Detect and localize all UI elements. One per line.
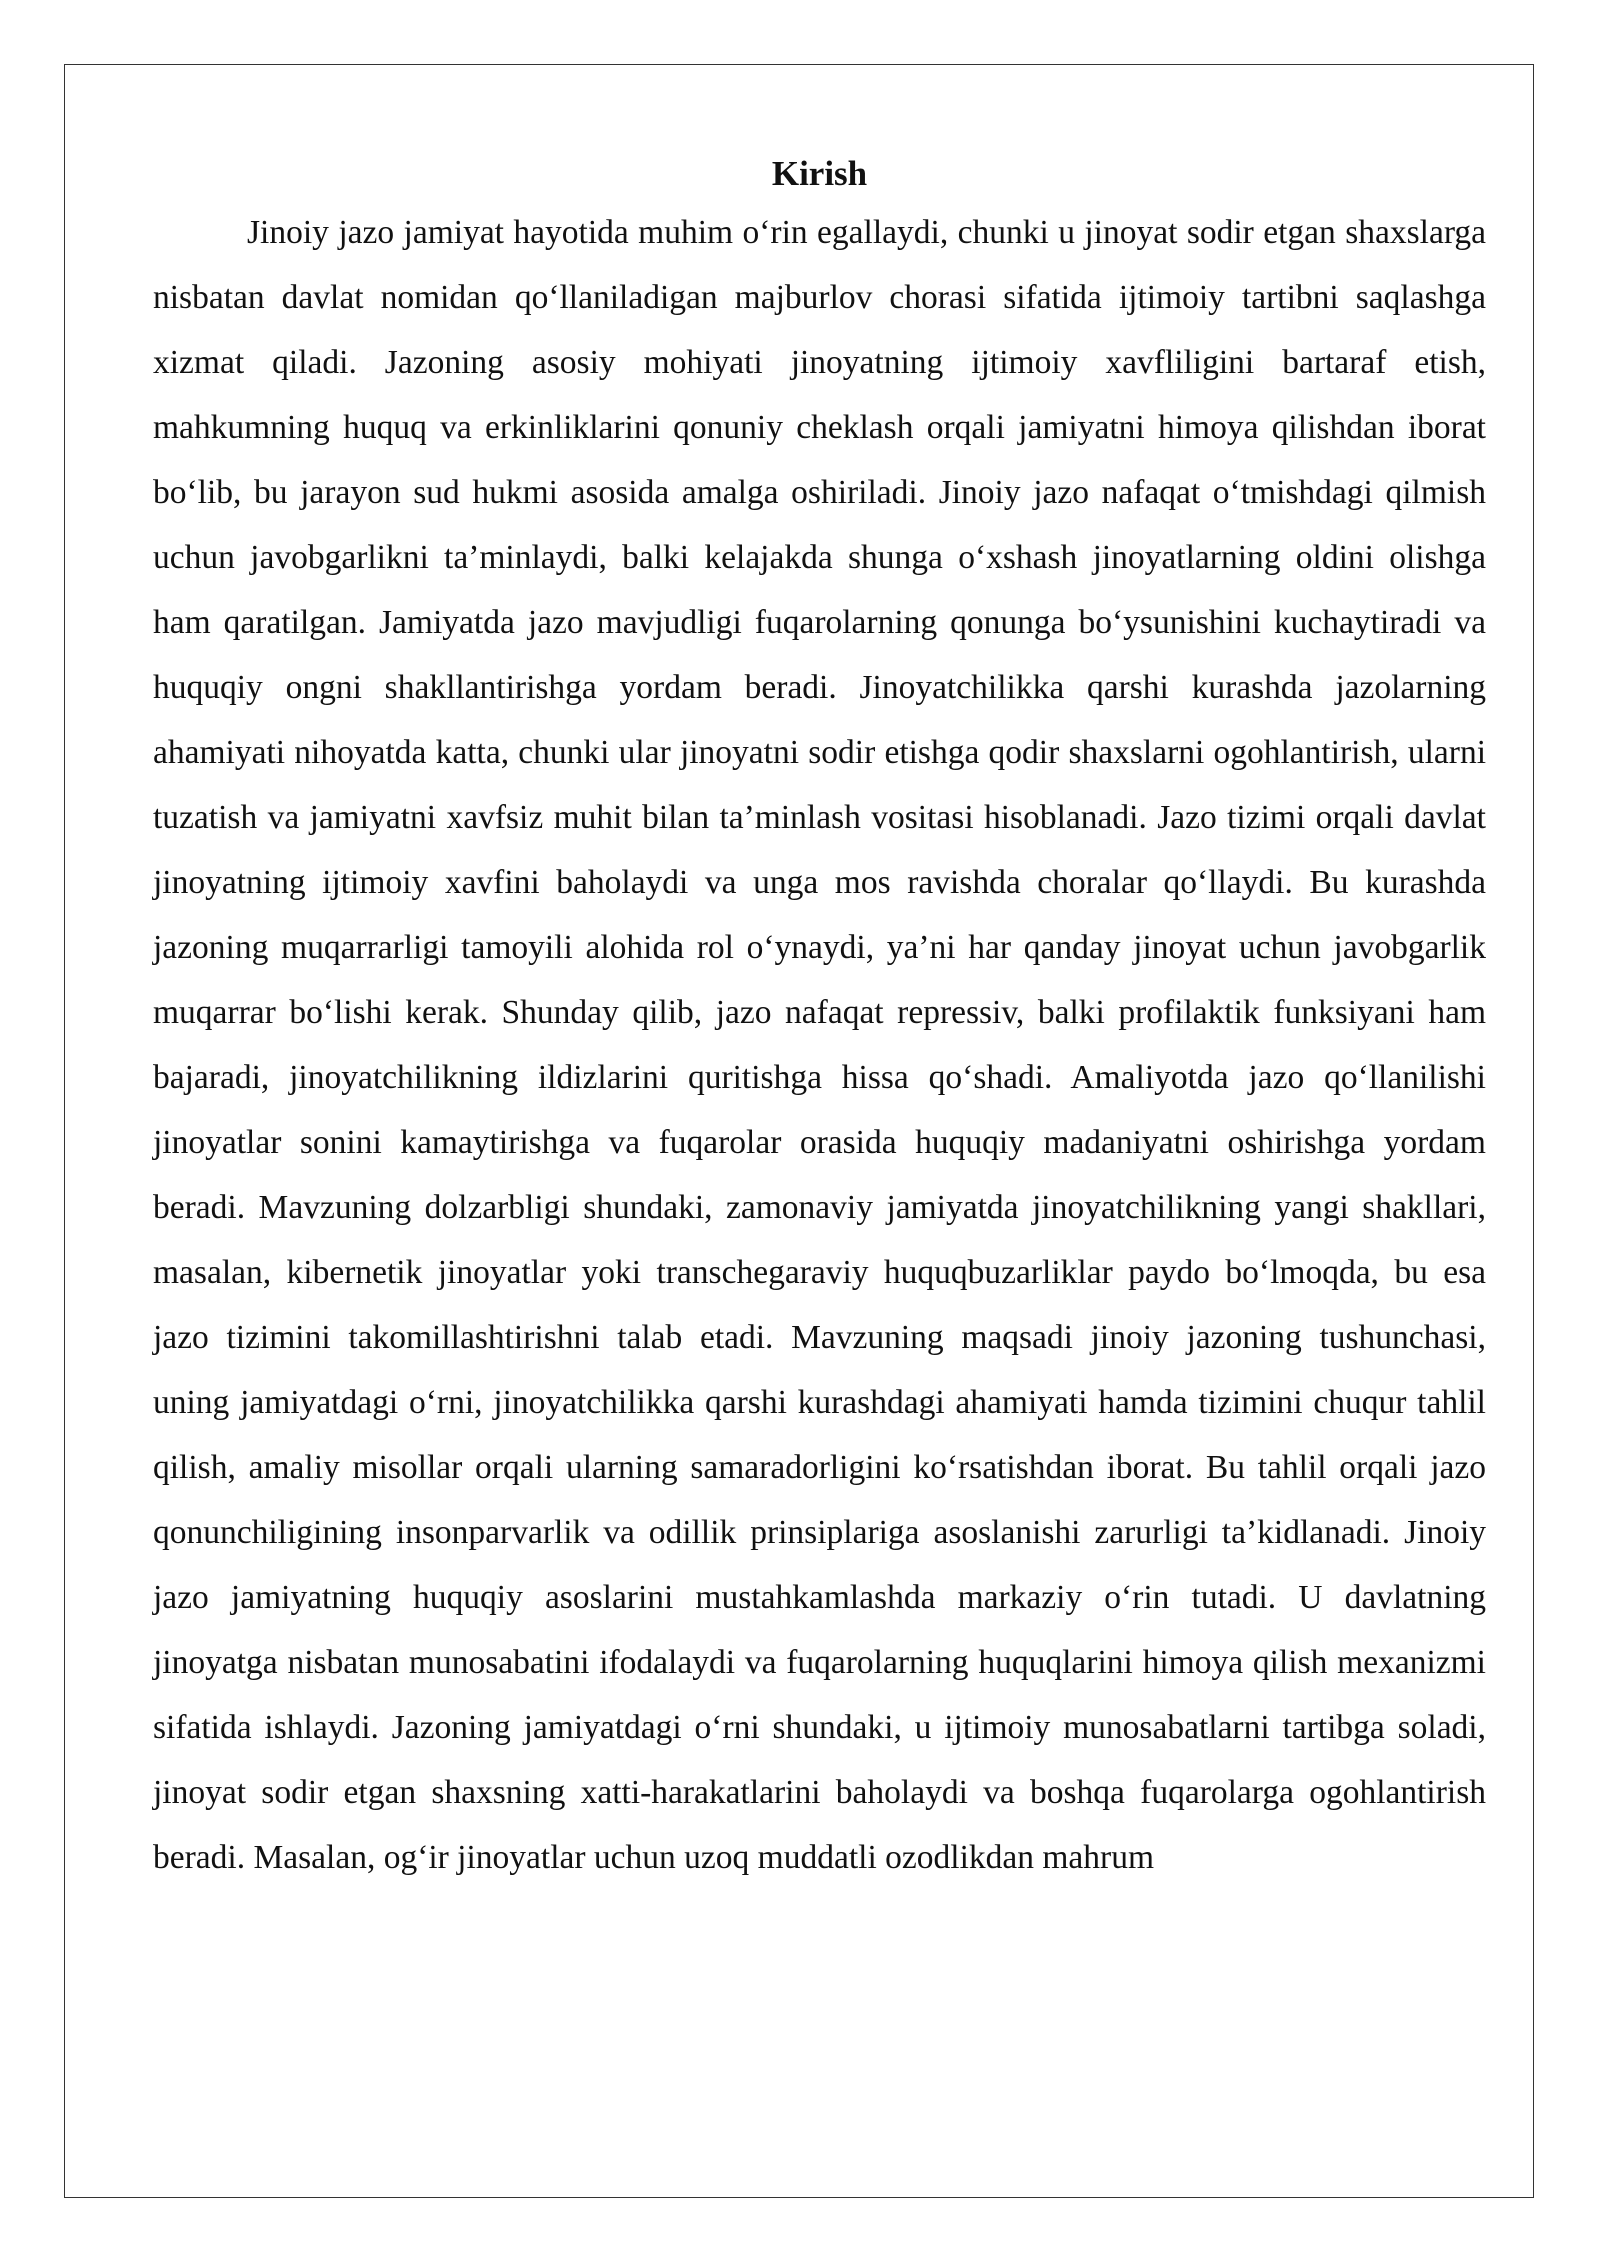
document-body	[153, 148, 1486, 1890]
section-heading: Kirish	[771, 154, 868, 193]
body-paragraph: Jinoiy jazo jamiyat hayotida muhim o‘rin egallaydi, chunki u jinoyat sodir etgan shaxslarga nisbatan davlat nomidan qo‘llaniladigan majburlov chorasi sifatida ijtimoiy tartibni saqlashga xizmat qiladi. Jazoning asosiy mohiyati jinoyatning ijtimoiy xavfliligini bartaraf etish, mahkumning huquq va erkinliklarini qonuniy cheklash orqali jamiyatni himoya qilishdan iborat bo‘lib, bu jarayon sud hukmi asosida amalga oshiriladi. Jinoiy jazo nafaqat o‘tmishdagi qilmish uchun javobgarlikni ta’minlaydi, balki kelajakda shunga o‘xshash jinoyatlarning oldini olishga ham qaratilgan. Jamiyatda jazo mavjudligi fuqarolarning qonunga bo‘ysunishini kuchaytiradi va huquqiy ongni shakllantirishga yordam beradi. Jinoyatchilikka qarshi kurashda jazolarning ahamiyati nihoyatda katta, chunki ular jinoyatni sodir etishga qodir shaxslarni ogohlantirish, ularni tuzatish va jamiyatni xavfsiz muhit bilan ta’minlash vositasi hisoblanadi. Jazo tizimi orqali davlat jinoyatning ijtimoiy xavfini baholaydi va unga mos ravishda choralar qo‘llaydi. Bu kurashda jazoning muqarrarligi tamoyili alohida rol o‘ynaydi, ya’ni har qanday jinoyat uchun javobgarlik muqarrar bo‘lishi kerak. Shunday qilib, jazo nafaqat repressiv, balki profilaktik funksiyani ham bajaradi, jinoyatchilikning ildizlarini quritishga hissa qo‘shadi. Amaliyotda jazo qo‘llanilishi jinoyatlar sonini kamaytirishga va fuqarolar orasida huquqiy madaniyatni oshirishga yordam beradi. Mavzuning dolzarbligi shundaki, zamonaviy jamiyatda jinoyatchilikning yangi shakllari, masalan, kibernetik jinoyatlar yoki transchegaraviy huquqbuzarliklar paydo bo‘lmoqda, bu esa jazo tizimini takomillashtirishni talab etadi. Mavzuning maqsadi jinoiy jazoning tushunchasi, uning jamiyatdagi o‘rni, jinoyatchilikka qarshi kurashdagi ahamiyati hamda tizimini chuqur tahlil qilish, amaliy misollar orqali ularning samaradorligini ko‘rsatishdan iborat. Bu tahlil orqali jazo qonunchiligining insonparvarlik va odillik prinsiplariga asoslanishi zarurligi ta’kidlanadi. Jinoiy jazo jamiyatning huquqiy asoslarini mustahkamlashda markaziy o‘rin tutadi. U davlatning jinoyatga nisbatan munosabatini ifodalaydi va fuqarolarning huquqlarini himoya qilish mexanizmi sifatida ishlaydi. Jazoning jamiyatdagi o‘rni shundaki, u ijtimoiy munosabatlarni tartibga soladi, jinoyat sodir etgan shaxsning xatti-harakatlarini baholaydi va boshqa fuqarolarga ogohlantirish beradi. Masalan, og‘ir jinoyatlar uchun uzoq muddatli ozodlikdan mahrum	[153, 214, 1486, 1876]
